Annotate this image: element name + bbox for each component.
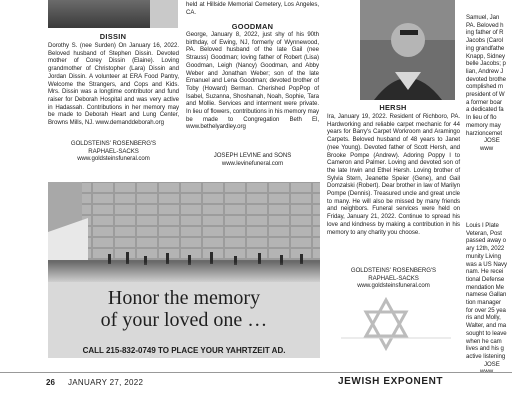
truncated-line: active listening (466, 352, 506, 360)
funeral-website-link[interactable]: www.goldsteinsfuneral.com (77, 155, 150, 163)
truncated-line: a former boar (466, 98, 502, 106)
ad-call-to-action: CALL 215-832-0749 TO PLACE YOUR YAHRTZEIT AD. (82, 346, 286, 355)
truncated-line: Samuel, Jan (466, 14, 500, 21)
obit-text-goodman: George, January 8, 2022, just shy of his 90th birthday, of Ewing, NJ, formerly of Wynnewood, PA. Beloved husband of the late Gail (nee Strauss) Goodman; loving father of Robert (Lisa) Goodman, Leigh (Nancy) Goodman, and Abby Weber and Jonathan Weber; son of the late Emanuel and Lena Goodman; devoted brother of Toby (Howard) Berman. Cherished PopPop of Isabel, Suzanna, Shoshanah, Noah, Sophie, Tara and Mollie. Services and interment were private. In lieu of flowers, contributions in his memory may be made to Congregation Beth El, www.bethelyardley.org (186, 31, 319, 131)
dissin-photo (48, 0, 150, 28)
funeral-home-goodman: JOSEPH LEVINE and SONS www.levinefuneral.com (186, 152, 319, 167)
truncated-line: munity Living (466, 252, 501, 260)
truncated-line: ary 12th, 2022 (466, 245, 505, 253)
truncated-line: passed away o (466, 237, 507, 245)
truncated-line: sought to leave (466, 329, 507, 337)
photo-frame (150, 0, 178, 28)
truncated-line: PA. Beloved h (466, 21, 504, 29)
truncated-line: devoted brothe (466, 75, 506, 83)
truncated-line: ris and Molly, (466, 314, 501, 322)
truncated-line: belle Jacobs; p (466, 60, 506, 68)
obit-name-hersh: HERSH (379, 103, 407, 112)
obit-column-partial: Samuel, Jan PA. Beloved h ing father of R Jacobs (Carol ing grandfathe Knapp, Sidney belle Jacobs; p lian, Andrew J devoted brothe complished m president of W a former boar a dedicated fa In lieu of flo memory may harzioncemet JOSE www (466, 14, 512, 153)
truncated-line: president of W (466, 91, 505, 99)
truncated-line: when he cam (466, 337, 502, 345)
truncated-line: Knapp, Sidney (466, 52, 505, 60)
truncated-line: tion manager (466, 299, 501, 307)
truncated-line: a dedicated fa (466, 106, 504, 114)
funeral-website-link[interactable]: www.levinefuneral.com (221, 159, 284, 167)
ad-headline: Honor the memory of your loved one … (100, 287, 268, 331)
truncated-line: lives and his g (466, 345, 504, 353)
page-number: 26 (46, 378, 55, 387)
truncated-line: Veteran, Post (466, 229, 502, 237)
truncated-line: for over 25 yea (466, 306, 506, 314)
truncated-line: Walter, and ma (466, 322, 507, 330)
truncated-line: In lieu of flo (466, 114, 497, 122)
truncated-line: harzioncemet (466, 129, 502, 137)
obit-column-partial-2: Louis I Plate Veteran, Post passed away o ary 12th, 2022 munity Living was a US Navy nam. He recei tional Defense mendation Me namese Gallan tion manager for over 25 yea ris and Molly, Walter, and ma sought to leave when he cam lives and his g active listening JOSE www (466, 222, 512, 376)
issue-date: JANUARY 27, 2022 (68, 378, 144, 387)
truncated-line: mendation Me (466, 283, 505, 291)
footer-divider (0, 372, 512, 373)
truncated-line: ing father of R (466, 29, 504, 37)
yahrtzeit-ad[interactable] (48, 182, 320, 358)
obit-text-hersh: Ira, January 19, 2022. Resident of Richboro, PA. Hardworking and reliable carpet mechanic for 44 years for Barry's Carpet Workroom and Aramingo Carpets. Beloved husband of 48 years to Janet (nee Young). Devoted father of Scott Hersh, and Brooke Pompe (Andrew). Adoring Poppy I to Cameron and Palmer. Loving and devoted son of the late Irwin and Ethel Hersh. Loving brother of Sylvia Stern, Jeanette Speier (Gene), and Gail Domzalski (Robert). Dear brother in law of Marilyn Pompe (Dennis). Treasured uncle and great uncle to many. He will also be missed by many friends and neighbors. Funeral services were held on Friday, January 21, 2022. Continue to spread his love and kindness by making a contribution in his memory to any charity you choose. (327, 113, 460, 236)
truncated-line: tional Defense (466, 275, 505, 283)
truncated-line: lian, Andrew J (466, 67, 504, 75)
truncated-line: ing grandfathe (466, 44, 505, 52)
hersh-photo (360, 0, 455, 100)
truncated-line: namese Gallan (466, 291, 507, 299)
star-of-david-icon (336, 296, 456, 356)
truncated-line: Jacobs (Carol (466, 37, 503, 45)
publication-name: JEWISH EXPONENT (338, 376, 444, 387)
obit-text-dissin: Dorothy S. (nee Surden) On January 16, 2022. Beloved husband of Stephen Dissin. Devoted mother of Corey Dissin (Elaine). Loving grandmother of Christopher (Lara) Dissin and Jordan Dissin. A volunteer at ERA Food Pantry, Welcome the Strangers, and Cops and Kids. Mrs. Dissin was a longtime contributor and fund raiser for Deborah Hospital and was very active in Hadassah. Contributions in her memory may be made to Deborah Heart and Lung Center, Browns Mills, NJ. www.demanddeborah.org (48, 42, 179, 127)
truncated-line: Louis I Plate (466, 222, 499, 229)
obit-name-goodman: GOODMAN (231, 22, 274, 31)
funeral-website-link[interactable]: www.goldsteinsfuneral.com (357, 282, 430, 290)
ad-fade (48, 262, 320, 284)
truncated-line: nam. He recei (466, 268, 504, 276)
funeral-home-dissin: GOLDSTEINS' ROSENBERG'S RAPHAEL-SACKS www.goldsteinsfuneral.com (48, 140, 179, 163)
obit-continuation: held at Hillside Memorial Cemetery, Los Angeles, CA. (186, 1, 319, 16)
truncated-line: memory may (466, 121, 501, 129)
portrait-image (360, 0, 455, 100)
obit-name-dissin: DISSIN (99, 32, 127, 41)
truncated-line: was a US Navy (466, 260, 508, 268)
truncated-line: complished m (466, 83, 503, 91)
funeral-home-hersh: GOLDSTEINS' ROSENBERG'S RAPHAEL-SACKS www.goldsteinsfuneral.com (327, 267, 460, 290)
